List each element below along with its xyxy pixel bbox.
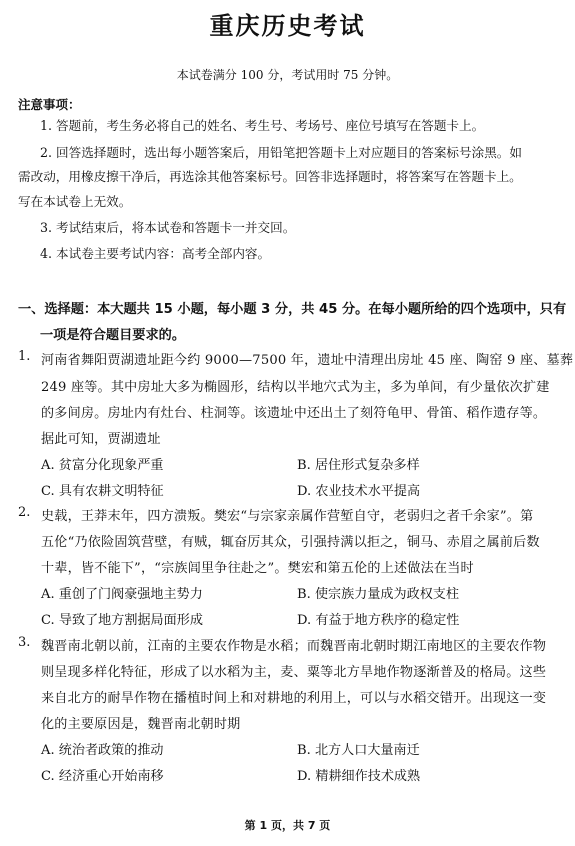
notice-item: 3. 考试结束后，将本试卷和答题卡一并交回。 bbox=[40, 220, 296, 235]
question-text: 河南省舞阳贾湖遗址距今约 9000—7500 年，遗址中清理出房址 45 座、陶窑 9 座、墓葬 bbox=[41, 353, 574, 368]
notice-item: 4. 本试卷主要考试内容：高考全部内容。 bbox=[40, 246, 271, 261]
question-text: 来自北方的耐旱作物在播植时间上和对耕地的利用上，可以与水稻交错开。出现这一变 bbox=[41, 691, 547, 706]
option-a: A. 贫富分化现象严重 bbox=[41, 458, 164, 473]
page-footer: 第 1 页，共 7 页 bbox=[244, 819, 331, 832]
question-number: 1. bbox=[18, 349, 31, 364]
question-text: 魏晋南北朝以前，江南的主要农作物是水稻；而魏晋南北朝时期江南地区的主要农作物 bbox=[41, 639, 547, 654]
question-number: 3. bbox=[18, 635, 31, 650]
question-text: 则呈现多样化特征，形成了以水稻为主，麦、粟等北方旱地作物逐渐普及的格局。这些 bbox=[41, 665, 547, 680]
section-heading-continued: 一项是符合题目要求的。 bbox=[40, 328, 186, 343]
option-d: D. 农业技术水平提高 bbox=[297, 484, 421, 499]
notice-item-continued: 需改动，用橡皮擦干净后，再选涂其他答案标号。回答非选择题时，将答案写在答题卡上。 bbox=[18, 169, 522, 184]
question-text: 史载，王莽末年，四方溃叛。樊宏“与宗家亲属作营堑自守，老弱归之者千余家”。第 bbox=[41, 509, 534, 524]
option-a: A. 重创了门阀豪强地主势力 bbox=[41, 587, 203, 602]
question-text: 249 座等。其中房址大多为椭圆形，结构以半地穴式为主，多为单间，有少量依次扩建 bbox=[41, 380, 550, 395]
option-c: C. 经济重心开始南移 bbox=[41, 769, 164, 784]
notice-heading: 注意事项： bbox=[18, 97, 81, 112]
section-heading: 一、选择题：本大题共 15 小题，每小题 3 分，共 45 分。在每小题所给的四个选项中，只有 bbox=[18, 302, 567, 317]
option-d: D. 有益于地方秩序的稳定性 bbox=[297, 613, 460, 628]
question-text: 的多间房。房址内有灶台、柱洞等。该遗址中还出土了刻符龟甲、骨笛、稻作遗存等。 bbox=[41, 406, 547, 421]
option-b: B. 使宗族力量成为政权支柱 bbox=[297, 587, 459, 602]
notice-item: 2. 回答选择题时，选出每小题答案后，用铅笔把答题卡上对应题目的答案标号涂黑。如 bbox=[40, 145, 522, 160]
option-b: B. 北方人口大量南迁 bbox=[297, 743, 420, 758]
question-text: 十辈，皆不能下”，“宗族闾里争往赴之”。樊宏和第五伦的上述做法在当时 bbox=[41, 561, 474, 576]
question-text: 五伦“乃依险固筑营壁，有贼，辄奋厉其众，引强持满以拒之，铜马、赤眉之属前后数 bbox=[41, 535, 540, 550]
option-c: C. 导致了地方割据局面形成 bbox=[41, 613, 203, 628]
question-text: 化的主要原因是，魏晋南北朝时期 bbox=[41, 717, 241, 732]
option-a: A. 统治者政策的推动 bbox=[41, 743, 164, 758]
notice-item-continued: 写在本试卷上无效。 bbox=[18, 194, 132, 209]
exam-info: 本试卷满分 100 分，考试用时 75 分钟。 bbox=[176, 68, 399, 82]
option-b: B. 居住形式复杂多样 bbox=[297, 458, 420, 473]
option-d: D. 精耕细作技术成熟 bbox=[297, 769, 421, 784]
option-c: C. 具有农耕文明特征 bbox=[41, 484, 164, 499]
page-title: 重庆历史考试 bbox=[209, 12, 366, 40]
notice-item: 1. 答题前，考生务必将自己的姓名、考生号、考场号、座位号填写在答题卡上。 bbox=[40, 118, 485, 133]
question-text: 据此可知，贾湖遗址 bbox=[41, 432, 161, 447]
question-number: 2. bbox=[18, 505, 31, 520]
